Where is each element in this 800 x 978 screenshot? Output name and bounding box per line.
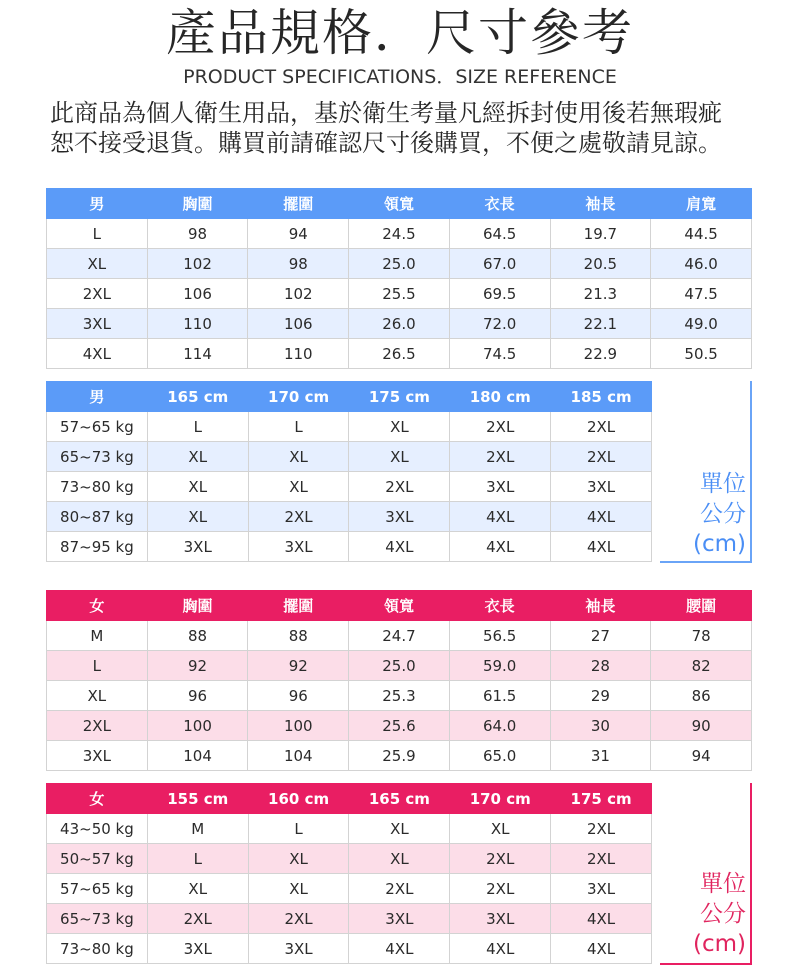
table-cell: 4XL: [450, 502, 551, 532]
table-cell: 2XL: [551, 844, 652, 874]
table-cell: 2XL: [551, 412, 652, 442]
table-cell: 64.0: [449, 711, 550, 741]
row-label-cell: L: [47, 219, 148, 249]
table-cell: 49.0: [651, 309, 752, 339]
table-cell: 26.0: [349, 309, 450, 339]
table-cell: 30: [550, 711, 651, 741]
table-cell: 106: [248, 309, 349, 339]
table-cell: XL: [248, 874, 349, 904]
women-spec-header-cell: 領寬: [349, 591, 450, 621]
table-cell: 2XL: [349, 472, 450, 502]
table-cell: 88: [147, 621, 248, 651]
women-unit-underline: [660, 963, 752, 965]
table-cell: 110: [147, 309, 248, 339]
table-cell: 72.0: [449, 309, 550, 339]
table-cell: 104: [248, 741, 349, 771]
row-label-cell: 3XL: [47, 309, 148, 339]
notice-line-2: 恕不接受退貨。購買前請確認尺寸後購買，不便之處敬請見諒。: [50, 129, 722, 157]
women-fit-table: [46, 783, 652, 964]
table-cell: 4XL: [551, 502, 652, 532]
table-row: [47, 814, 652, 844]
row-label-cell: 65~73 kg: [47, 904, 148, 934]
table-cell: 4XL: [551, 934, 652, 964]
row-label-cell: 73~80 kg: [47, 472, 148, 502]
women-spec-header-cell: 女: [47, 591, 148, 621]
table-cell: L: [248, 814, 349, 844]
row-label-cell: 57~65 kg: [47, 874, 148, 904]
table-cell: XL: [349, 844, 450, 874]
table-cell: 3XL: [450, 904, 551, 934]
table-row: [47, 249, 752, 279]
table-cell: 102: [248, 279, 349, 309]
men-fit-header-cell: 185 cm: [551, 382, 652, 412]
men-fit-header-cell: 175 cm: [349, 382, 450, 412]
table-cell: 67.0: [449, 249, 550, 279]
men-spec-header-cell: 男: [47, 189, 148, 219]
table-cell: 86: [651, 681, 752, 711]
men-fit-header-cell: 180 cm: [450, 382, 551, 412]
table-cell: XL: [147, 502, 248, 532]
table-row: [47, 219, 752, 249]
table-cell: 3XL: [147, 934, 248, 964]
table-cell: 4XL: [551, 532, 652, 562]
table-cell: 2XL: [248, 502, 349, 532]
page-title: 產品規格．尺寸參考: [166, 4, 634, 62]
women-fit-header-cell: 155 cm: [147, 784, 248, 814]
row-label-cell: M: [47, 621, 148, 651]
page-subtitle: PRODUCT SPECIFICATIONS．SIZE REFERENCE: [183, 66, 617, 88]
table-cell: 44.5: [651, 219, 752, 249]
men-fit-header-cell: 170 cm: [248, 382, 349, 412]
table-cell: 102: [147, 249, 248, 279]
table-cell: 26.5: [349, 339, 450, 369]
table-cell: 96: [147, 681, 248, 711]
table-cell: 92: [147, 651, 248, 681]
table-cell: 3XL: [147, 532, 248, 562]
table-cell: 2XL: [349, 874, 450, 904]
men-spec-header-cell: 領寬: [349, 189, 450, 219]
table-cell: 104: [147, 741, 248, 771]
table-cell: XL: [450, 814, 551, 844]
table-cell: 59.0: [449, 651, 550, 681]
table-cell: XL: [248, 442, 349, 472]
unit-label-line-2: 公分: [700, 901, 746, 927]
table-cell: 4XL: [349, 934, 450, 964]
table-cell: 47.5: [651, 279, 752, 309]
table-cell: 2XL: [551, 442, 652, 472]
table-cell: 25.5: [349, 279, 450, 309]
table-cell: 74.5: [449, 339, 550, 369]
table-row: [47, 621, 752, 651]
row-label-cell: 73~80 kg: [47, 934, 148, 964]
table-cell: XL: [248, 472, 349, 502]
table-row: [47, 651, 752, 681]
table-cell: 100: [248, 711, 349, 741]
women-fit-header-cell: 165 cm: [349, 784, 450, 814]
men-unit-divider: [750, 381, 752, 563]
table-cell: 2XL: [450, 442, 551, 472]
men-fit-table: [46, 381, 652, 562]
row-label-cell: 50~57 kg: [47, 844, 148, 874]
table-row: [47, 442, 652, 472]
row-label-cell: XL: [47, 681, 148, 711]
table-cell: XL: [147, 472, 248, 502]
table-cell: L: [248, 412, 349, 442]
table-cell: 2XL: [248, 904, 349, 934]
table-cell: 64.5: [449, 219, 550, 249]
table-cell: 61.5: [449, 681, 550, 711]
women-spec-header-cell: 袖長: [550, 591, 651, 621]
table-cell: 3XL: [551, 874, 652, 904]
table-cell: 3XL: [551, 472, 652, 502]
row-label-cell: 80~87 kg: [47, 502, 148, 532]
men-spec-table: [46, 188, 752, 369]
table-cell: 2XL: [450, 412, 551, 442]
table-cell: 24.5: [349, 219, 450, 249]
women-spec-table: [46, 590, 752, 771]
table-cell: L: [147, 412, 248, 442]
row-label-cell: 3XL: [47, 741, 148, 771]
row-label-cell: 65~73 kg: [47, 442, 148, 472]
row-label-cell: 87~95 kg: [47, 532, 148, 562]
table-cell: 22.1: [550, 309, 651, 339]
table-row: [47, 934, 652, 964]
women-unit-divider: [750, 783, 752, 965]
table-cell: 114: [147, 339, 248, 369]
men-fit-header-cell: 男: [47, 382, 148, 412]
unit-label-line-2: 公分: [700, 501, 746, 527]
table-row: [47, 339, 752, 369]
table-row: [47, 904, 652, 934]
table-row: [47, 532, 652, 562]
women-spec-header-cell: 擺圍: [248, 591, 349, 621]
table-cell: 3XL: [450, 472, 551, 502]
table-cell: 106: [147, 279, 248, 309]
table-cell: XL: [349, 814, 450, 844]
table-cell: 78: [651, 621, 752, 651]
table-cell: 2XL: [450, 874, 551, 904]
women-fit-header-cell: 170 cm: [450, 784, 551, 814]
table-cell: 82: [651, 651, 752, 681]
table-cell: 4XL: [450, 934, 551, 964]
table-cell: 24.7: [349, 621, 450, 651]
row-label-cell: XL: [47, 249, 148, 279]
men-spec-header-cell: 擺圍: [248, 189, 349, 219]
table-cell: 98: [248, 249, 349, 279]
table-row: [47, 472, 652, 502]
table-cell: 28: [550, 651, 651, 681]
table-cell: L: [147, 844, 248, 874]
table-cell: 20.5: [550, 249, 651, 279]
table-row: [47, 412, 652, 442]
table-cell: 21.3: [550, 279, 651, 309]
table-cell: 2XL: [147, 904, 248, 934]
table-cell: 25.9: [349, 741, 450, 771]
table-cell: 88: [248, 621, 349, 651]
women-fit-header-row: [47, 784, 652, 814]
table-cell: 2XL: [450, 844, 551, 874]
table-cell: XL: [349, 442, 450, 472]
men-spec-header-row: [47, 189, 752, 219]
table-cell: XL: [349, 412, 450, 442]
table-cell: 25.0: [349, 249, 450, 279]
table-cell: 3XL: [349, 904, 450, 934]
return-policy-notice: [50, 98, 760, 158]
unit-label-line-1: 單位: [700, 871, 746, 897]
table-cell: 27: [550, 621, 651, 651]
row-label-cell: L: [47, 651, 148, 681]
men-unit-underline: [660, 561, 752, 563]
men-spec-header-cell: 胸圍: [147, 189, 248, 219]
table-cell: 22.9: [550, 339, 651, 369]
table-row: [47, 844, 652, 874]
unit-label-line-3: (cm): [693, 531, 746, 557]
women-spec-header-cell: 衣長: [449, 591, 550, 621]
table-cell: 25.0: [349, 651, 450, 681]
table-row: [47, 874, 652, 904]
unit-label-line-1: 單位: [700, 471, 746, 497]
men-spec-header-cell: 袖長: [550, 189, 651, 219]
table-cell: 46.0: [651, 249, 752, 279]
table-row: [47, 741, 752, 771]
row-label-cell: 57~65 kg: [47, 412, 148, 442]
table-cell: 4XL: [450, 532, 551, 562]
women-fit-header-cell: 女: [47, 784, 148, 814]
table-cell: 94: [651, 741, 752, 771]
table-cell: XL: [248, 844, 349, 874]
table-cell: M: [147, 814, 248, 844]
table-row: [47, 711, 752, 741]
table-cell: 31: [550, 741, 651, 771]
table-cell: 4XL: [349, 532, 450, 562]
table-row: [47, 681, 752, 711]
table-cell: 90: [651, 711, 752, 741]
notice-line-1: 此商品為個人衛生用品，基於衛生考量凡經拆封使用後若無瑕疵: [50, 99, 722, 127]
table-row: [47, 309, 752, 339]
table-cell: 69.5: [449, 279, 550, 309]
unit-label-line-3: (cm): [693, 931, 746, 957]
men-unit-label: [660, 469, 746, 559]
table-row: [47, 279, 752, 309]
table-row: [47, 502, 652, 532]
table-cell: 19.7: [550, 219, 651, 249]
row-label-cell: 43~50 kg: [47, 814, 148, 844]
table-cell: 92: [248, 651, 349, 681]
table-cell: 3XL: [349, 502, 450, 532]
women-fit-header-cell: 175 cm: [551, 784, 652, 814]
table-cell: 3XL: [248, 934, 349, 964]
table-cell: 100: [147, 711, 248, 741]
table-cell: XL: [147, 874, 248, 904]
women-spec-header-cell: 腰圍: [651, 591, 752, 621]
table-cell: 3XL: [248, 532, 349, 562]
table-cell: 56.5: [449, 621, 550, 651]
table-cell: 94: [248, 219, 349, 249]
women-unit-label: [660, 869, 746, 959]
table-cell: 25.3: [349, 681, 450, 711]
table-cell: 65.0: [449, 741, 550, 771]
table-cell: 98: [147, 219, 248, 249]
table-cell: 2XL: [551, 814, 652, 844]
table-cell: 50.5: [651, 339, 752, 369]
women-spec-header-row: [47, 591, 752, 621]
women-spec-header-cell: 胸圍: [147, 591, 248, 621]
table-cell: 25.6: [349, 711, 450, 741]
table-cell: XL: [147, 442, 248, 472]
women-fit-header-cell: 160 cm: [248, 784, 349, 814]
men-fit-header-cell: 165 cm: [147, 382, 248, 412]
table-cell: 96: [248, 681, 349, 711]
table-cell: 110: [248, 339, 349, 369]
men-fit-header-row: [47, 382, 652, 412]
row-label-cell: 2XL: [47, 711, 148, 741]
men-spec-header-cell: 衣長: [449, 189, 550, 219]
row-label-cell: 2XL: [47, 279, 148, 309]
row-label-cell: 4XL: [47, 339, 148, 369]
table-cell: 29: [550, 681, 651, 711]
table-cell: 4XL: [551, 904, 652, 934]
men-spec-header-cell: 肩寬: [651, 189, 752, 219]
